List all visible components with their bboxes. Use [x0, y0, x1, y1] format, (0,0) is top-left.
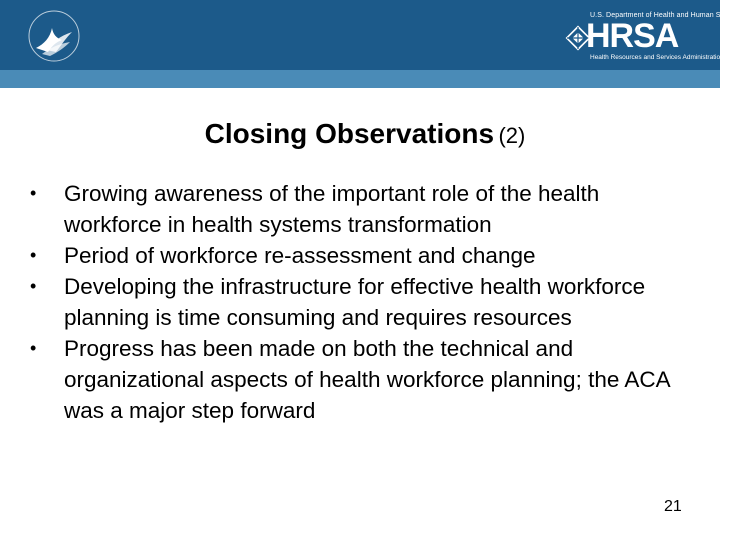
- slide-title: [0, 118, 730, 150]
- bullet-item: [26, 178, 696, 240]
- bullet-item: [26, 240, 696, 271]
- hrsa-top-text: U.S. Department of Health and Human Services: [590, 12, 743, 19]
- bullet-text: Developing the infrastructure for effective health workforce planning is time consuming and requires resources: [64, 274, 646, 330]
- bullet-item: [26, 271, 696, 333]
- bullet-marker: •: [30, 276, 37, 296]
- page-number: 21: [664, 498, 682, 515]
- header-bar: [0, 0, 743, 70]
- hhs-eagle-icon: [22, 8, 86, 64]
- slide-title-suffix: (2): [498, 123, 526, 148]
- bullet-item: [26, 333, 696, 426]
- bullet-text: Growing awareness of the important role of the health workforce in health systems transformation: [64, 181, 600, 237]
- hrsa-logo: [560, 10, 743, 62]
- bullet-list: [26, 178, 696, 426]
- bullet-marker: •: [30, 338, 37, 358]
- bullet-text: Progress has been made on both the technical and organizational aspects of health workforce planning; the ACA was a major step forward: [64, 336, 670, 423]
- hrsa-sub-text: Health Resources and Services Administration: [590, 54, 724, 61]
- bullet-marker: •: [30, 183, 37, 203]
- hrsa-main-text: HRSA: [586, 17, 679, 55]
- header-strip: [0, 70, 720, 88]
- bullet-marker: •: [30, 245, 37, 265]
- slide-title-main: Closing Observations: [204, 118, 495, 149]
- bullet-text: Period of workforce re-assessment and change: [64, 243, 536, 268]
